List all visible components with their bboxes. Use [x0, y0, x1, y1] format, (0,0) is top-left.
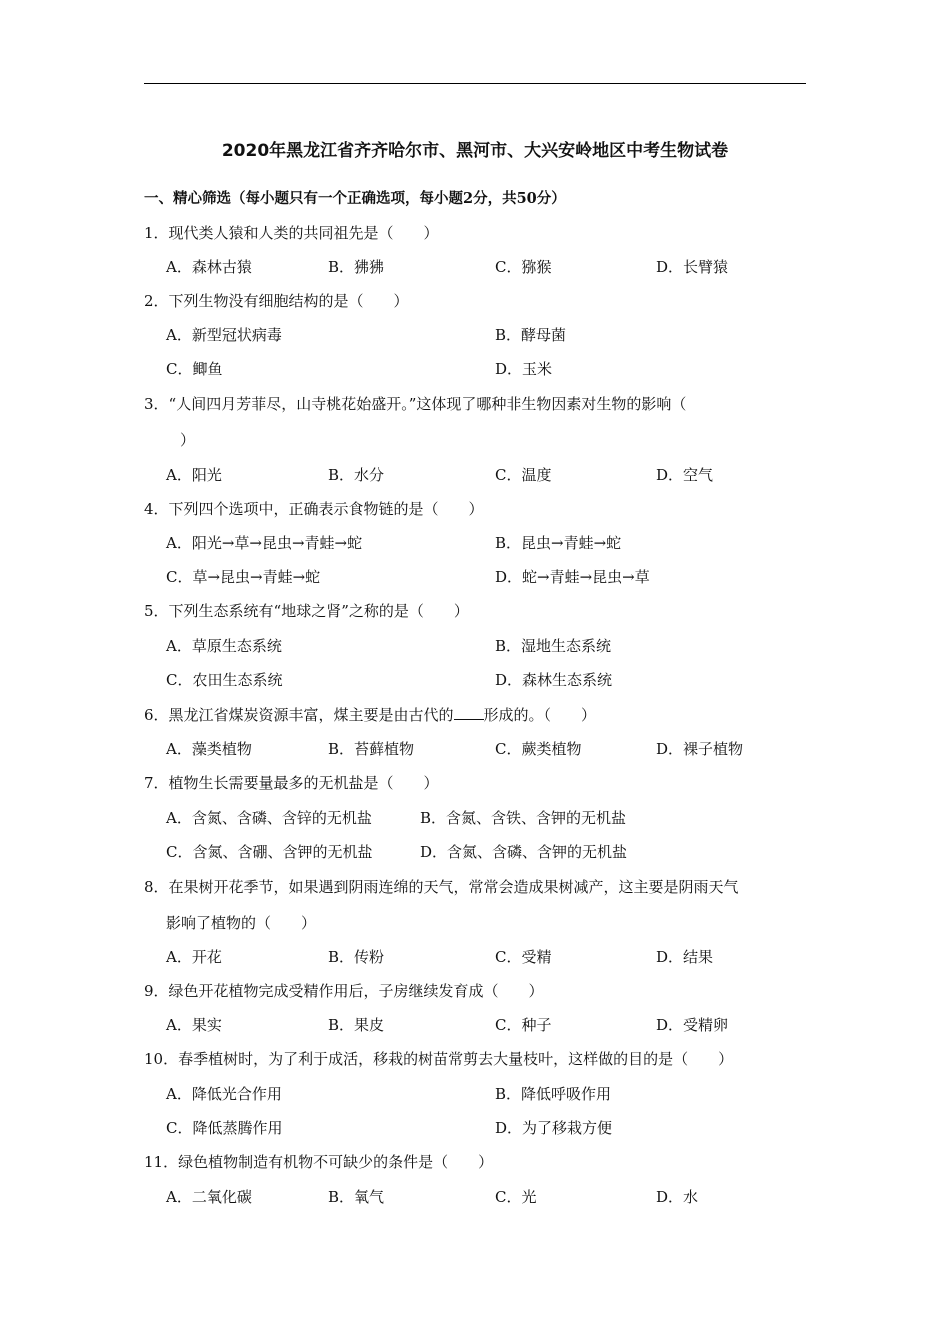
question-1-option-b[interactable]: B．狒狒 [328, 258, 385, 276]
question-11-option-c[interactable]: C．光 [495, 1188, 537, 1206]
question-11-stem: 11．绿色植物制造有机物不可缺少的条件是（ ） [144, 1153, 494, 1171]
question-3-stem: 3．“人间四月芳菲尽，山寺桃花始盛开。”这体现了哪种非生物因素对生物的影响（ [144, 395, 687, 413]
question-11-option-b[interactable]: B．氧气 [328, 1188, 385, 1206]
question-2-option-c[interactable]: C．鲫鱼 [166, 360, 223, 378]
header-rule [144, 83, 806, 84]
question-6-option-b[interactable]: B．苔藓植物 [328, 740, 415, 758]
question-4-option-c[interactable]: C．草→昆虫→青蛙→蛇 [166, 568, 321, 586]
question-5-stem: 5．下列生态系统有“地球之肾”之称的是（ ） [144, 602, 469, 620]
question-7-option-c[interactable]: C．含氮、含硼、含钾的无机盐 [166, 843, 373, 861]
question-4-option-a[interactable]: A．阳光→草→昆虫→青蛙→蛇 [166, 534, 363, 552]
question-6-stem-part-1: 6．黑龙江省煤炭资源丰富，煤主要是由古代的 [144, 706, 454, 724]
question-1-option-a[interactable]: A．森林古猿 [166, 258, 252, 276]
question-5-option-b[interactable]: B．湿地生态系统 [495, 637, 612, 655]
question-3-stem-continued: ） [180, 431, 196, 449]
question-6-stem [144, 703, 596, 727]
question-1-option-c[interactable]: C．猕猴 [495, 258, 552, 276]
question-8-option-c[interactable]: C．受精 [495, 948, 552, 966]
question-10-option-a[interactable]: A．降低光合作用 [166, 1085, 282, 1103]
question-4-option-b[interactable]: B．昆虫→青蛙→蛇 [495, 534, 622, 552]
question-10-stem: 10．春季植树时，为了利于成活，移栽的树苗常剪去大量枝叶，这样做的目的是（ ） [144, 1050, 734, 1068]
question-10-option-b[interactable]: B．降低呼吸作用 [495, 1085, 612, 1103]
question-9-option-b[interactable]: B．果皮 [328, 1016, 385, 1034]
question-3-option-d[interactable]: D．空气 [656, 466, 714, 484]
question-6-option-a[interactable]: A．藻类植物 [166, 740, 252, 758]
question-3-option-b[interactable]: B．水分 [328, 466, 385, 484]
question-9-option-a[interactable]: A．果实 [166, 1016, 222, 1034]
question-1-stem: 1．现代类人猿和人类的共同祖先是（ ） [144, 224, 439, 242]
page-title: 2020年黑龙江省齐齐哈尔市、黑河市、大兴安岭地区中考生物试卷 [221, 141, 729, 161]
question-2-stem: 2．下列生物没有细胞结构的是（ ） [144, 292, 409, 310]
question-6-option-c[interactable]: C．蕨类植物 [495, 740, 582, 758]
question-2-option-d[interactable]: D．玉米 [495, 360, 553, 378]
question-8-option-a[interactable]: A．开花 [166, 948, 222, 966]
question-8-option-d[interactable]: D．结果 [656, 948, 714, 966]
question-8-stem: 8．在果树开花季节，如果遇到阴雨连绵的天气，常常会造成果树减产，这主要是阴雨天气 [144, 878, 739, 896]
question-7-stem: 7．植物生长需要量最多的无机盐是（ ） [144, 774, 439, 792]
question-5-option-a[interactable]: A．草原生态系统 [166, 637, 282, 655]
question-5-option-c[interactable]: C．农田生态系统 [166, 671, 283, 689]
question-8-stem-continued: 影响了植物的（ ） [166, 914, 317, 932]
question-3-option-c[interactable]: C．温度 [495, 466, 552, 484]
question-4-stem: 4．下列四个选项中，正确表示食物链的是（ ） [144, 500, 484, 518]
question-6-option-d[interactable]: D．裸子植物 [656, 740, 744, 758]
question-7-option-b[interactable]: B．含氮、含铁、含钾的无机盐 [420, 809, 627, 827]
section-heading: 一、精心筛选（每小题只有一个正确选项，每小题2分，共50分） [144, 190, 566, 207]
question-5-option-d[interactable]: D．森林生态系统 [495, 671, 613, 689]
question-10-option-d[interactable]: D．为了移栽方便 [495, 1119, 613, 1137]
question-8-option-b[interactable]: B．传粉 [328, 948, 385, 966]
question-10-option-c[interactable]: C．降低蒸腾作用 [166, 1119, 283, 1137]
question-2-option-b[interactable]: B．酵母菌 [495, 326, 567, 344]
question-7-option-a[interactable]: A．含氮、含磷、含锌的无机盐 [166, 809, 372, 827]
question-4-option-d[interactable]: D．蛇→青蛙→昆虫→草 [495, 568, 650, 586]
question-7-option-d[interactable]: D．含氮、含磷、含钾的无机盐 [420, 843, 628, 861]
question-1-option-d[interactable]: D．长臂猿 [656, 258, 729, 276]
answer-blank[interactable] [454, 703, 484, 720]
question-6-stem-part-2: 形成的。（ ） [483, 706, 597, 724]
question-9-option-d[interactable]: D．受精卵 [656, 1016, 729, 1034]
question-3-option-a[interactable]: A．阳光 [166, 466, 222, 484]
question-2-option-a[interactable]: A．新型冠状病毒 [166, 326, 282, 344]
question-11-option-d[interactable]: D．水 [656, 1188, 699, 1206]
question-11-option-a[interactable]: A．二氧化碳 [166, 1188, 252, 1206]
question-9-option-c[interactable]: C．种子 [495, 1016, 552, 1034]
question-9-stem: 9．绿色开花植物完成受精作用后，子房继续发育成（ ） [144, 982, 544, 1000]
